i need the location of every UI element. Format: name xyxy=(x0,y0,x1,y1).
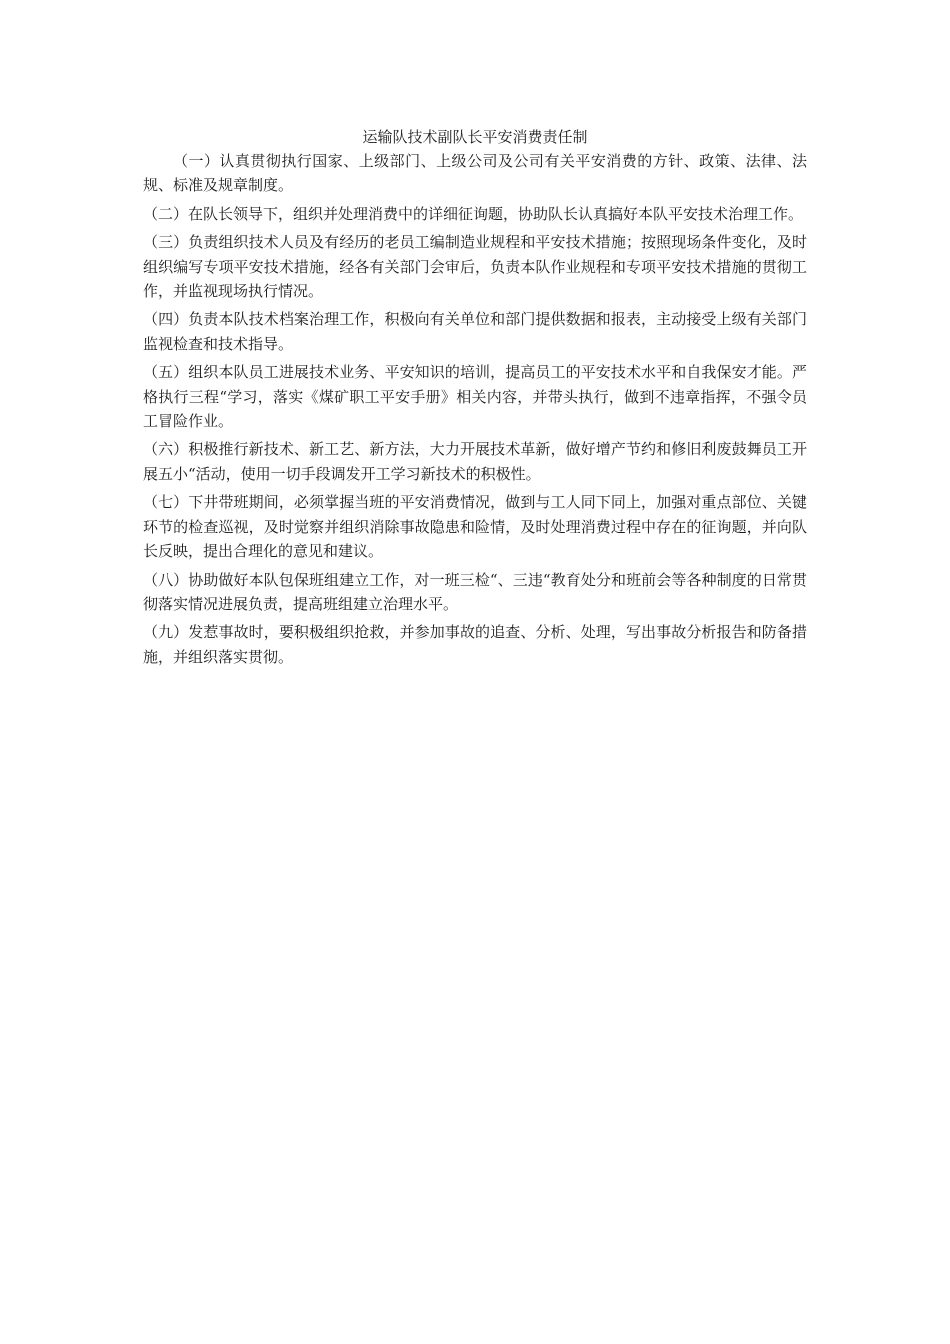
paragraph-8: （八）协助做好本队包保班组建立工作，对一班三检“、三违“教育处分和班前会等各种制度的日常贯彻落实情况进展负责，提高班组建立治理水平。 xyxy=(143,570,807,613)
paragraph-2: （二）在队长领导下，组织并处理消费中的详细征询题，协助队长认真搞好本队平安技术治理工作。 xyxy=(143,204,804,223)
paragraph-5: （五）组织本队员工进展技术业务、平安知识的培训，提高员工的平安技术水平和自我保安才能。严格执行三程“学习，落实《煤矿职工平安手册》相关内容，并带头执行，做到不违章指挥，不强令员工冒险作业。 xyxy=(143,363,807,431)
document-body xyxy=(143,125,807,673)
paragraph-9: （九）发惹事故时，要积极组织抢救，并参加事故的追查、分析、处理，写出事故分析报告和防备措施，并组织落实贯彻。 xyxy=(143,623,807,666)
paragraph-7: （七）下井带班期间，必须掌握当班的平安消费情况，做到与工人同下同上，加强对重点部位、关键环节的检查巡视，及时觉察并组织消除事故隐患和险情，及时处理消费过程中存在的征询题，并向队长反映，提出合理化的意见和建议。 xyxy=(143,493,807,561)
paragraph-6: （六）积极推行新技术、新工艺、新方法，大力开展技术革新，做好增产节约和修旧利废鼓舞员工开展五小“活动，使用一切手段调发开工学习新技术的积极性。 xyxy=(143,440,807,483)
paragraph-3: （三）负责组织技术人员及有经历的老员工编制造业规程和平安技术措施；按照现场条件变化，及时组织编写专项平安技术措施，经各有关部门会审后，负责本队作业规程和专项平安技术措施的贯彻工作，并监视现场执行情况。 xyxy=(143,233,807,301)
paragraph-1: （一）认真贯彻执行国家、上级部门、上级公司及公司有关平安消费的方针、政策、法律、法规、标准及规章制度。 xyxy=(143,152,807,195)
document-title: 运输队技术副队长平安消费责任制 xyxy=(362,128,588,146)
paragraph-4: （四）负责本队技术档案治理工作，积极向有关单位和部门提供数据和报表，主动接受上级有关部门监视检查和技术指导。 xyxy=(143,310,807,353)
